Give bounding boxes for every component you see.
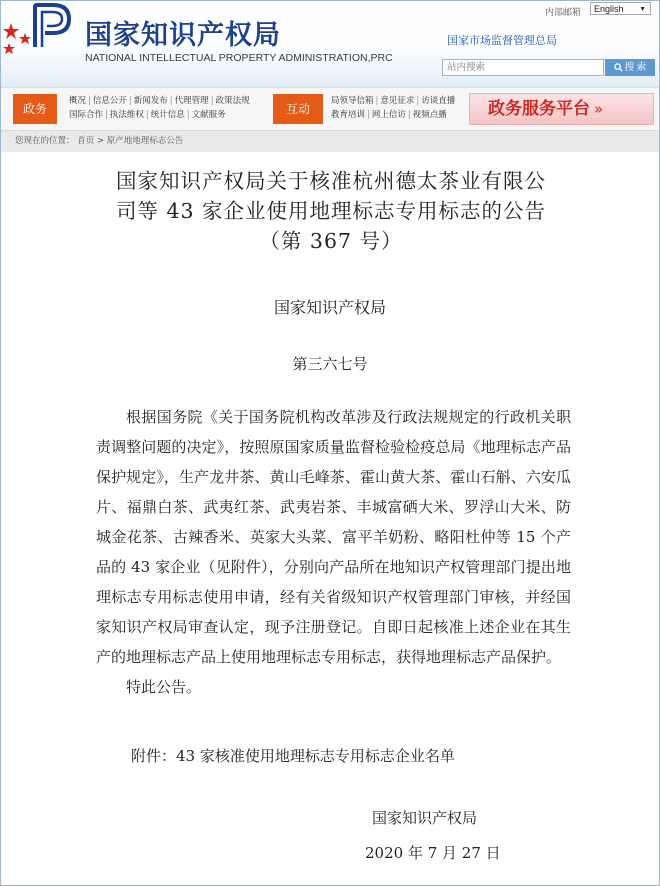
article-title-line1: 国家知识产权局关于核准杭州德太茶业有限公	[116, 169, 546, 193]
nav-interact-label: 互动	[273, 94, 323, 124]
nav-gov-row2: 国际合作 | 执法维权 | 统计信息 | 文献服务	[69, 110, 226, 120]
article-title-line2: 司等 43 家企业使用地理标志专用标志的公告	[115, 199, 547, 223]
service-platform-button[interactable]	[469, 93, 654, 125]
nav-link-agency[interactable]: 代理管理	[174, 96, 209, 106]
nav-interact-row2: 教育培训 | 网上信访 | 视频点播	[331, 110, 447, 120]
breadcrumb-current[interactable]: 原产地地理标志公告	[106, 136, 184, 146]
logo-title-en: NATIONAL INTELLECTUAL PROPERTY ADMINISTRATION,PRC	[85, 52, 393, 64]
breadcrumb-prefix: 您现在的位置：	[15, 136, 75, 146]
nav-link-leader-mailbox[interactable]: 局领导信箱	[331, 96, 374, 106]
search-button[interactable]	[605, 59, 655, 76]
search-button-label: 搜 索	[624, 62, 647, 73]
logo-title-cn: 国家知识产权局	[85, 20, 281, 51]
nav-link-statistics[interactable]: 统计信息	[150, 110, 185, 120]
breadcrumb	[1, 131, 659, 152]
samr-link[interactable]: 国家市场监督管理总局	[447, 34, 557, 47]
nav-link-news[interactable]: 新闻发布	[133, 96, 168, 106]
article-issuer: 国家知识产权局	[273, 298, 386, 317]
article-attachment[interactable]: 附件：43 家核准使用地理标志专用标志企业名单	[131, 747, 455, 765]
article-body	[96, 402, 571, 702]
nav-gov-row1: 概况 | 信息公开 | 新闻发布 | 代理管理 | 政策法规	[69, 96, 250, 106]
search-input[interactable]	[442, 59, 604, 76]
article-sign-date: 2020 年 7 月 27 日	[365, 844, 501, 862]
article-doc-number: 第三六七号	[292, 355, 368, 373]
main-nav	[1, 87, 659, 131]
nav-link-petition[interactable]: 网上信访	[371, 110, 406, 120]
breadcrumb-separator: >	[96, 136, 105, 146]
internal-mail-link[interactable]: 内部邮箱	[544, 8, 581, 18]
language-selected: English	[594, 4, 624, 14]
logo-emblem-icon	[29, 3, 73, 49]
article-title-line3: （第 367 号）	[259, 229, 403, 253]
nav-link-live[interactable]: 访谈直播	[421, 96, 456, 106]
site-header	[1, 1, 659, 87]
nav-link-literature[interactable]: 文献服务	[191, 110, 226, 120]
article-title	[81, 166, 581, 256]
language-select[interactable]	[590, 2, 651, 15]
nav-link-policy[interactable]: 政策法规	[215, 96, 250, 106]
article-body-paragraph: 根据国务院《关于国务院机构改革涉及行政法规规定的行政机关职责调整问题的决定》，按照原国家质量监督检验检疫总局《地理标志产品保护规定》，生产龙井茶、黄山毛峰茶、霍山黄大茶、霍山石斛、六安瓜片、福鼎白茶、武夷红茶、武夷岩茶、丰城富硒大米、罗浮山大米、防城金花茶、古辣香米、英家大头菜、富平羊奶粉、略阳杜仲等 15 个产品的 43 家企业（见附件），分别向产品所在地知识产权管理部门提出地理标志专用标志使用申请，经有关省级知识产权管理部门审核，并经国家知识产权局审查认定，现予注册登记。自即日起核准上述企业在其生产的地理标志产品上使用地理标志专用标志，获得地理标志产品保护。	[96, 408, 571, 666]
nav-link-overview[interactable]: 概况	[69, 96, 87, 106]
nav-link-info-disclosure[interactable]: 信息公开	[92, 96, 127, 106]
chevron-down-icon: ▼	[639, 6, 646, 13]
search-icon	[614, 63, 623, 72]
breadcrumb-home[interactable]: 首页	[77, 136, 95, 146]
nav-link-training[interactable]: 教育培训	[331, 110, 366, 120]
double-chevron-right-icon: »	[594, 100, 604, 118]
nav-link-intl[interactable]: 国际合作	[69, 110, 104, 120]
service-platform-label: 政务服务平台	[488, 99, 590, 119]
nav-link-consultation[interactable]: 意见征求	[380, 96, 415, 106]
article-closing: 特此公告。	[126, 678, 202, 696]
nav-interact-row1: 局领导信箱 | 意见征求 | 访谈直播	[331, 96, 456, 106]
nav-link-video[interactable]: 视频点播	[412, 110, 447, 120]
nav-link-enforcement[interactable]: 执法维权	[109, 110, 144, 120]
article-sign-org: 国家知识产权局	[372, 809, 478, 827]
nav-gov-label: 政务	[13, 94, 57, 124]
